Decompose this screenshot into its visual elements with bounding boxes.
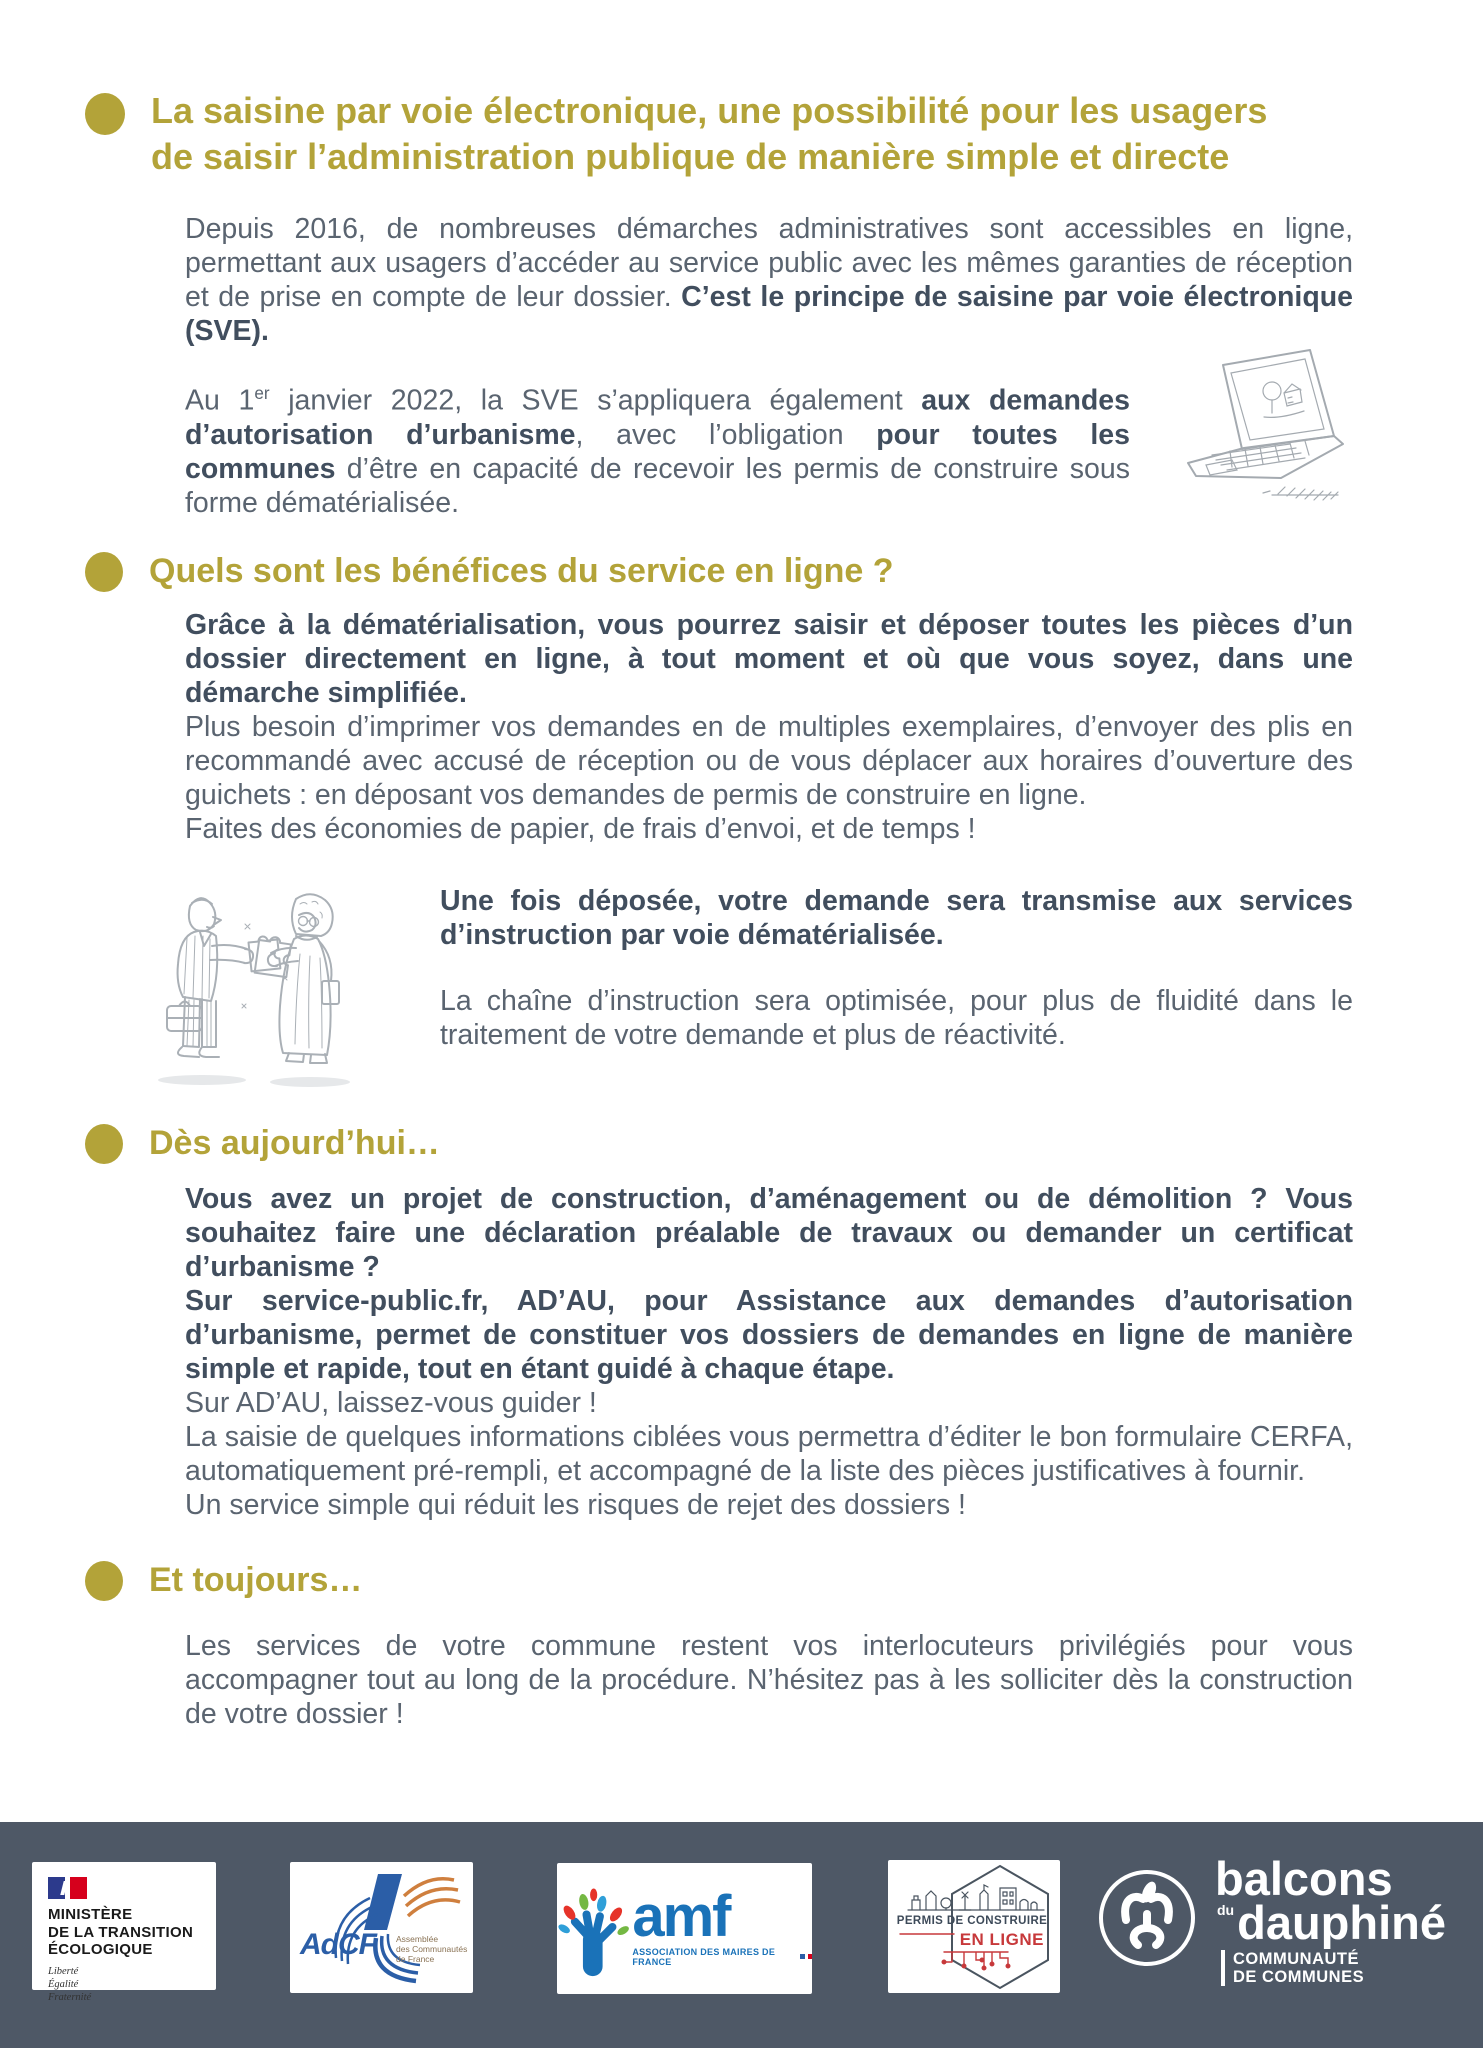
title-block — [85, 88, 1423, 180]
today-heading-row — [85, 1124, 1423, 1164]
today-heading: Dès aujourd’hui… — [149, 1124, 440, 1162]
benefits-heading: Quels sont les bénéfices du service en ligne ? — [149, 552, 894, 590]
sve-text: d’être en capacité de recevoir les permis de construire sous forme dématérialisée. — [185, 452, 1130, 519]
page-title — [151, 88, 1267, 180]
ministere-logo — [32, 1862, 216, 2003]
benefits-heading-row — [85, 552, 1423, 592]
amf-logo — [557, 1863, 812, 1994]
benefits-savings-line: Faites des économies de papier, de frais d’envoi, et de temps ! — [185, 812, 976, 845]
sve-bold-text: aux demandes d’autorisation d’urbanisme — [185, 384, 1130, 451]
amf-hand-tree-icon — [557, 1877, 630, 1977]
balcons-name-line1: balcons — [1215, 1852, 1393, 1905]
amf-blue-square-icon — [800, 1954, 804, 1959]
sve-2022-block — [0, 377, 1483, 520]
gold-bullet-icon — [85, 1561, 123, 1601]
amf-subtitle: ASSOCIATION DES MAIRES DE FRANCE — [632, 1947, 812, 1967]
permis-line2: EN LIGNE — [959, 1930, 1044, 1949]
sve-bold-text: pour toutes les communes — [185, 418, 1130, 485]
transmission-bold-paragraph: Une fois déposée, votre demande sera transmise aux services d’instruction par voie dématérialisée. — [440, 884, 1353, 951]
balcons-du: du — [1217, 1902, 1235, 1918]
adau-guide-line: Sur AD’AU, laissez-vous guider ! — [185, 1386, 597, 1419]
amf-name: amf — [632, 1883, 730, 1949]
sve-text: , avec l’obligation — [575, 418, 877, 451]
gold-bullet-icon — [85, 1124, 123, 1164]
intro-bold-text: C’est le principe de saisine par voie électronique (SVE). — [185, 281, 1353, 347]
commune-services-paragraph: Les services de votre commune restent vos interlocuteurs privilégiés pour vous accompagner tout au long de la procédure. N’hésitez pas à les solliciter dès la construction de votre dossier ! — [185, 1629, 1353, 1730]
benefits-paragraph: Plus besoin d’imprimer vos demandes en de multiples exemplaires, d’envoyer des plis en recommandé avec accusé de réception ou de vous déplacer aux horaires d’ouverture des guichets : en déposant vos demandes de permis de construire en ligne. — [185, 710, 1353, 811]
gold-bullet-icon — [85, 93, 125, 135]
transmission-text — [440, 884, 1353, 1052]
intro-text: Depuis 2016, de nombreuses démarches administratives sont accessibles en ligne, permettant aux usagers d’accéder au service public avec les mêmes garanties de réception et de prise en compte de leur dossier. — [185, 213, 1353, 313]
transmission-block — [150, 884, 1353, 1089]
simple-service-line: Un service simple qui réduit les risques de rejet des dossiers ! — [185, 1488, 966, 1521]
balcons-emblem-icon — [1095, 1866, 1199, 1970]
adcf-name: AdCF — [300, 1928, 376, 1961]
french-flag-icon — [48, 1877, 206, 1899]
ministere-name: MINISTÈRE DE LA TRANSITION ÉCOLOGIQUE — [48, 1906, 194, 1958]
balcons-text — [1215, 1852, 1446, 1986]
adau-bold-paragraph: Sur service-public.fr, AD’AU, pour Assistance aux demandes d’autorisation d’urbanisme, permet de constituer vos dossiers de demandes en ligne de manière simple et rapide, tout en étant guidé à chaque étape. — [185, 1284, 1353, 1385]
sve-2022-paragraph — [185, 377, 1130, 520]
footer-logo-bar — [0, 1822, 1483, 2048]
permis-line1: PERMIS DE CONSTRUIRE — [896, 1915, 1048, 1927]
project-question-paragraph: Vous avez un projet de construction, d’aménagement ou de démolition ? Vous souhaitez faire une déclaration préalable de travaux ou demander un certificat d’urbanisme ? — [185, 1182, 1353, 1283]
always-heading: Et toujours… — [149, 1561, 363, 1599]
page-title-line2: de saisir l’administration publique de manière simple et directe — [151, 136, 1230, 177]
instruction-chain-paragraph: La chaîne d’instruction sera optimisée, pour plus de fluidité dans le traitement de votre demande et plus de réactivité. — [440, 984, 1353, 1051]
adcf-logo — [290, 1862, 473, 1993]
ministere-motto: Liberté Égalité Fraternité — [48, 1965, 92, 2003]
balcons-name-line2: du dauphiné — [1217, 1896, 1446, 1949]
amf-red-square-icon — [808, 1954, 812, 1959]
permis-construire-logo — [888, 1860, 1060, 1993]
today-paragraphs — [0, 1182, 1483, 1522]
always-heading-row — [85, 1561, 1423, 1601]
people-exchange-icon — [150, 884, 355, 1089]
superscript-er: er — [254, 384, 270, 403]
adcf-subtitle: Assemblée des Communautés de France — [396, 1934, 468, 1964]
sve-text: Au 1 — [185, 384, 255, 417]
balcons-subtitle: COMMUNAUTÉ DE COMMUNES — [1221, 1950, 1446, 1986]
cerfa-paragraph: La saisie de quelques informations ciblées vous permettra d’éditer le bon formulaire CERFA, automatiquement pré-rempli, et accompagné de la liste des pièces justificatives à fournir. — [185, 1420, 1353, 1487]
laptop-sketch-icon — [1160, 343, 1370, 527]
page-title-line1: La saisine par voie électronique, une possibilité pour les usagers — [151, 90, 1268, 131]
intro-paragraph — [185, 212, 1353, 348]
benefits-bold-paragraph: Grâce à la dématérialisation, vous pourrez saisir et déposer toutes les pièces d’un dossier directement en ligne, à tout moment et où que vous soyez, dans une démarche simplifiée. — [185, 608, 1353, 709]
sve-text: janvier 2022, la SVE s’appliquera également — [269, 384, 922, 417]
gold-bullet-icon — [85, 552, 123, 592]
balcons-dauphine-logo — [1095, 1852, 1446, 1986]
